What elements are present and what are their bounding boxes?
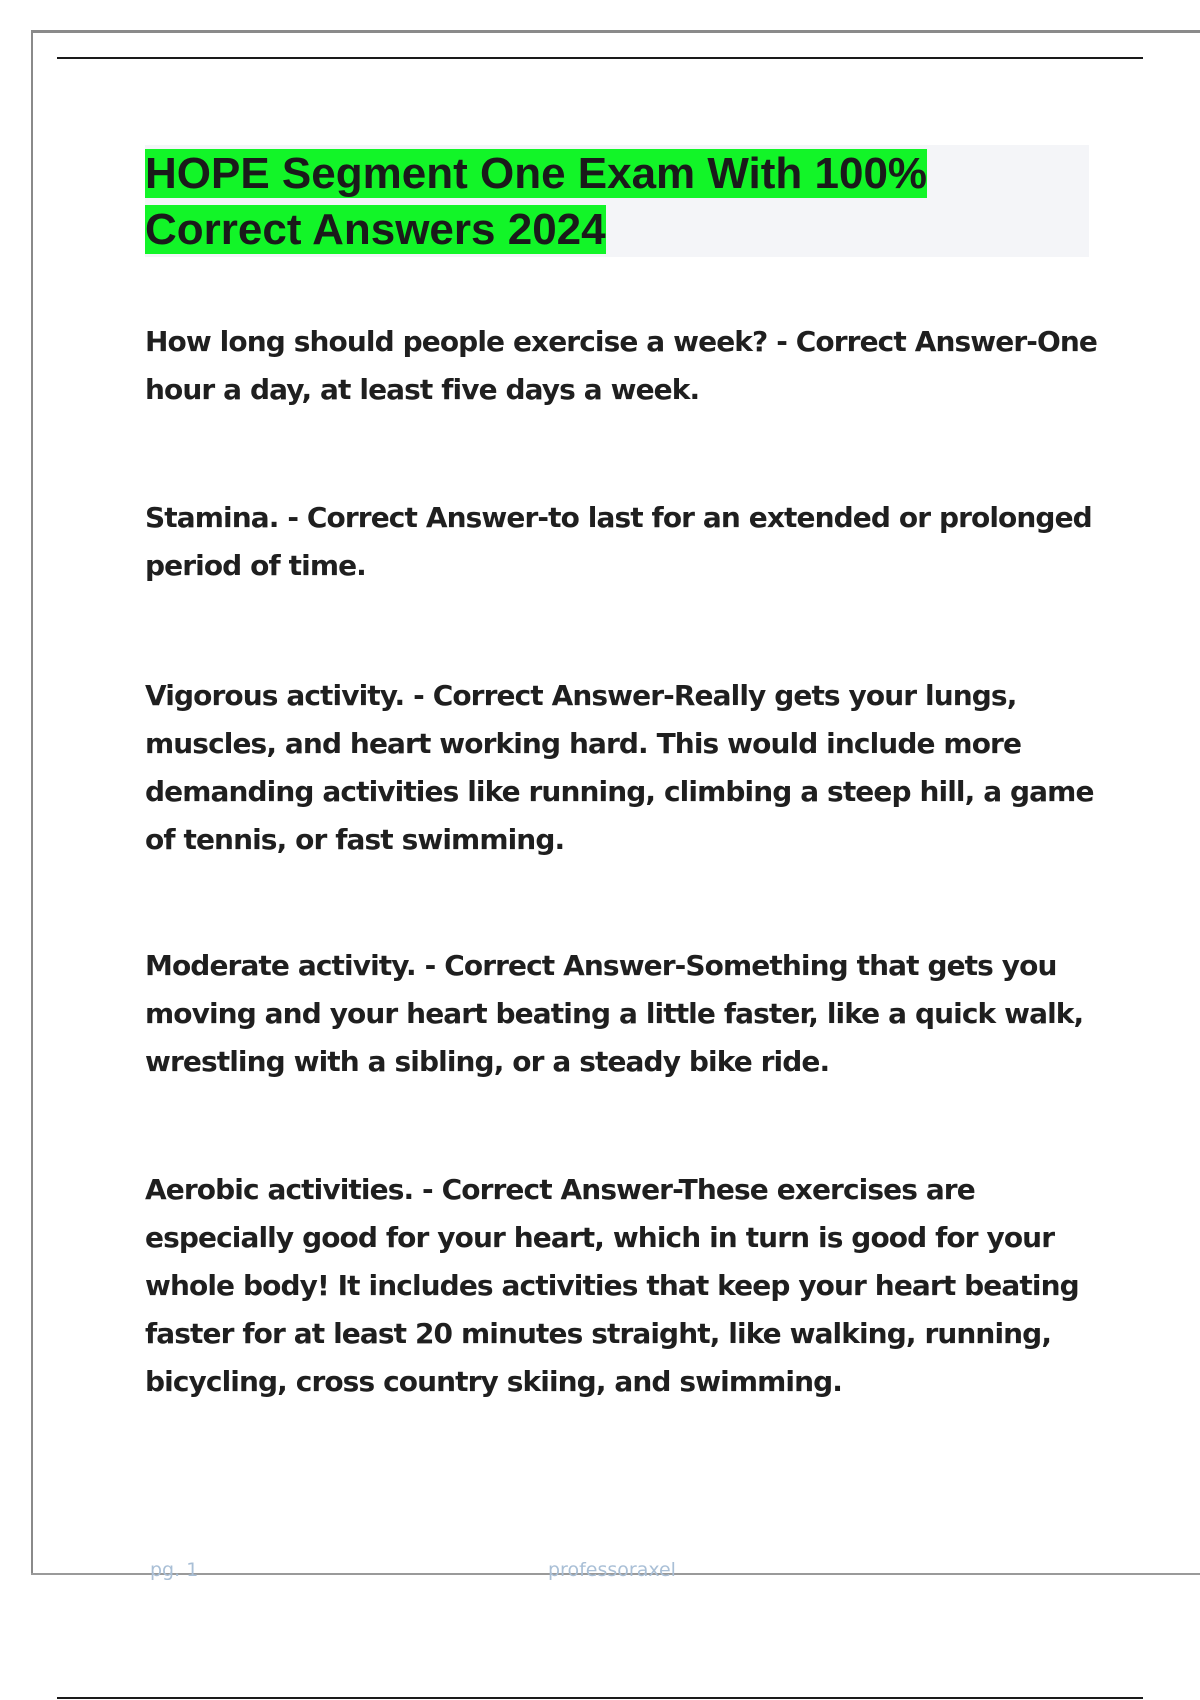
qa-item-aerobic-activities: Aerobic activities. - Correct Answer-These exercises are especially good for your heart, which in turn is good for your whole body! It includes activities that keep your heart beating faster for at least 20 minutes straight, like walking, running, bicycling, cross country skiing, and swimming.	[145, 1173, 1079, 1398]
next-page-header-rule	[57, 1697, 1143, 1699]
qa-item-vigorous-activity: Vigorous activity. - Correct Answer-Really gets your lungs, muscles, and heart working hard. This would include more demanding activities like running, climbing a steep hill, a game of tennis, or fast swimming.	[145, 679, 1094, 856]
page-border-top	[31, 30, 1200, 33]
qa-item-exercise: How long should people exercise a week? - Correct Answer-One hour a day, at least five days a week.	[145, 325, 1097, 406]
page-border-left	[31, 30, 33, 1573]
footer-author: professoraxel	[548, 1559, 676, 1581]
title-line-2: Correct Answers 2024	[145, 205, 606, 254]
header-rule	[57, 57, 1143, 59]
qa-item-stamina: Stamina. - Correct Answer-to last for an extended or prolonged period of time.	[145, 501, 1092, 582]
qa-item-moderate-activity: Moderate activity. - Correct Answer-Something that gets you moving and your heart beating a little faster, like a quick walk, wrestling with a sibling, or a steady bike ride.	[145, 949, 1084, 1078]
document-title	[145, 146, 1045, 258]
title-line-1: HOPE Segment One Exam With 100%	[145, 149, 928, 198]
footer-page-number: pg. 1	[150, 1559, 199, 1581]
